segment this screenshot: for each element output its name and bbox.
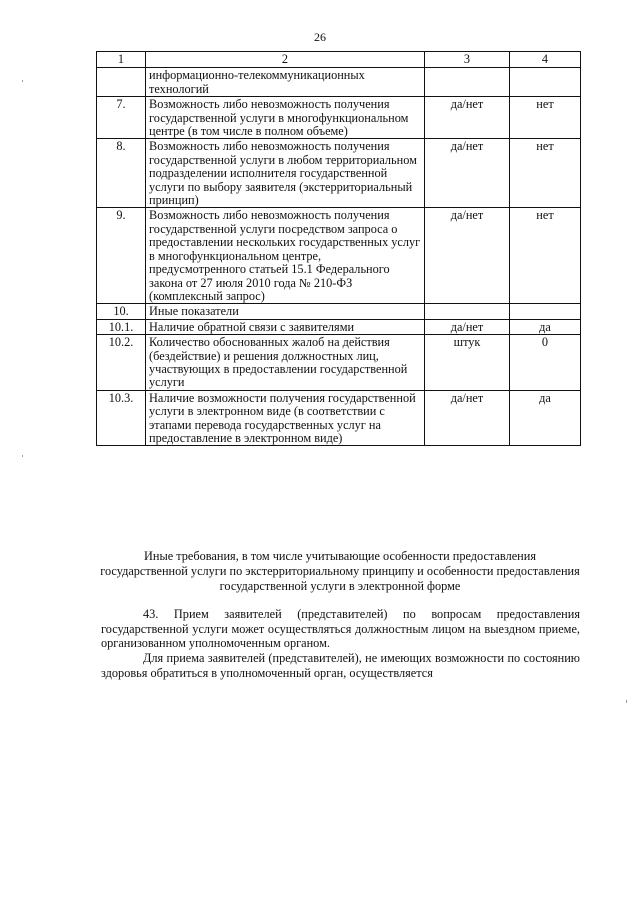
header-cell-4: 4 [510, 52, 581, 68]
header-cell-3: 3 [425, 52, 510, 68]
row-number: 10.3. [97, 390, 146, 446]
row-value: нет [510, 97, 581, 139]
page-number: 26 [314, 30, 326, 44]
row-unit: да/нет [425, 208, 510, 304]
paragraph-continuation: Для приема заявителей (представителей), не имеющих возможности по состоянию здоровья обратиться в уполномоченный орган, осуществляется [101, 651, 580, 680]
row-indicator: Возможность либо невозможность получения государственной услуги посредством запроса о предоставлении нескольких государственных услуг в многофункциональном центре, предусмотренного статьей 15.1 Федерального закона от 27 июля 2010 года № 210-ФЗ (комплексный запрос) [146, 208, 425, 304]
left-margin-mark [22, 80, 23, 82]
table-row [97, 390, 581, 446]
row-value: 0 [510, 335, 581, 391]
row-unit [425, 304, 510, 319]
row-unit: да/нет [425, 319, 510, 334]
row-unit: да/нет [425, 139, 510, 208]
paragraph-43: 43. Прием заявителей (представителей) по вопросам предоставления государственной услуги может осуществляться должностным лицом на выездном приеме, организованном уполномоченным органом. [101, 607, 580, 650]
header-cell-1: 1 [97, 52, 146, 68]
table-row [97, 304, 581, 319]
row-indicator: Возможность либо невозможность получения государственной услуги в любом территориальном подразделении исполнителя государственной услуги по выбору заявителя (экстерриториальный принцип) [146, 139, 425, 208]
row-value: нет [510, 139, 581, 208]
row-unit: да/нет [425, 97, 510, 139]
row-number: 9. [97, 208, 146, 304]
row-indicator: Наличие обратной связи с заявителями [146, 319, 425, 334]
row-value: нет [510, 208, 581, 304]
row-unit: да/нет [425, 390, 510, 446]
row-value [510, 68, 581, 97]
table-row [97, 97, 581, 139]
row-value: да [510, 319, 581, 334]
row-indicator: Возможность либо невозможность получения государственной услуги в многофункциональном центре (в том числе в полном объеме) [146, 97, 425, 139]
indicators-table [96, 51, 581, 446]
row-value [510, 304, 581, 319]
table-header-row [97, 52, 581, 68]
row-unit [425, 68, 510, 97]
table-row [97, 139, 581, 208]
row-number: 10.2. [97, 335, 146, 391]
row-indicator: Иные показатели [146, 304, 425, 319]
section-heading: Иные требования, в том числе учитывающие особенности предоставления государственной услуги по экстерриториальному принципу и особенности предоставления государственной услуги в электронной форме [100, 549, 580, 593]
row-number: 10.1. [97, 319, 146, 334]
row-indicator: Количество обоснованных жалоб на действия (бездействие) и решения должностных лиц, участвующих в предоставлении государственной услуги [146, 335, 425, 391]
row-unit: штук [425, 335, 510, 391]
table-row [97, 319, 581, 334]
row-number: 7. [97, 97, 146, 139]
right-margin-mark [626, 700, 627, 703]
table-row [97, 335, 581, 391]
left-margin-mark [22, 455, 23, 457]
row-number [97, 68, 146, 97]
row-value: да [510, 390, 581, 446]
table-row [97, 208, 581, 304]
row-number: 10. [97, 304, 146, 319]
row-indicator: информационно-телекоммуникационных технологий [146, 68, 425, 97]
row-indicator: Наличие возможности получения государственной услуги в электронном виде (в соответствии с этапами перевода государственных услуг на предоставление в электронном виде) [146, 390, 425, 446]
table-row [97, 68, 581, 97]
row-number: 8. [97, 139, 146, 208]
header-cell-2: 2 [146, 52, 425, 68]
